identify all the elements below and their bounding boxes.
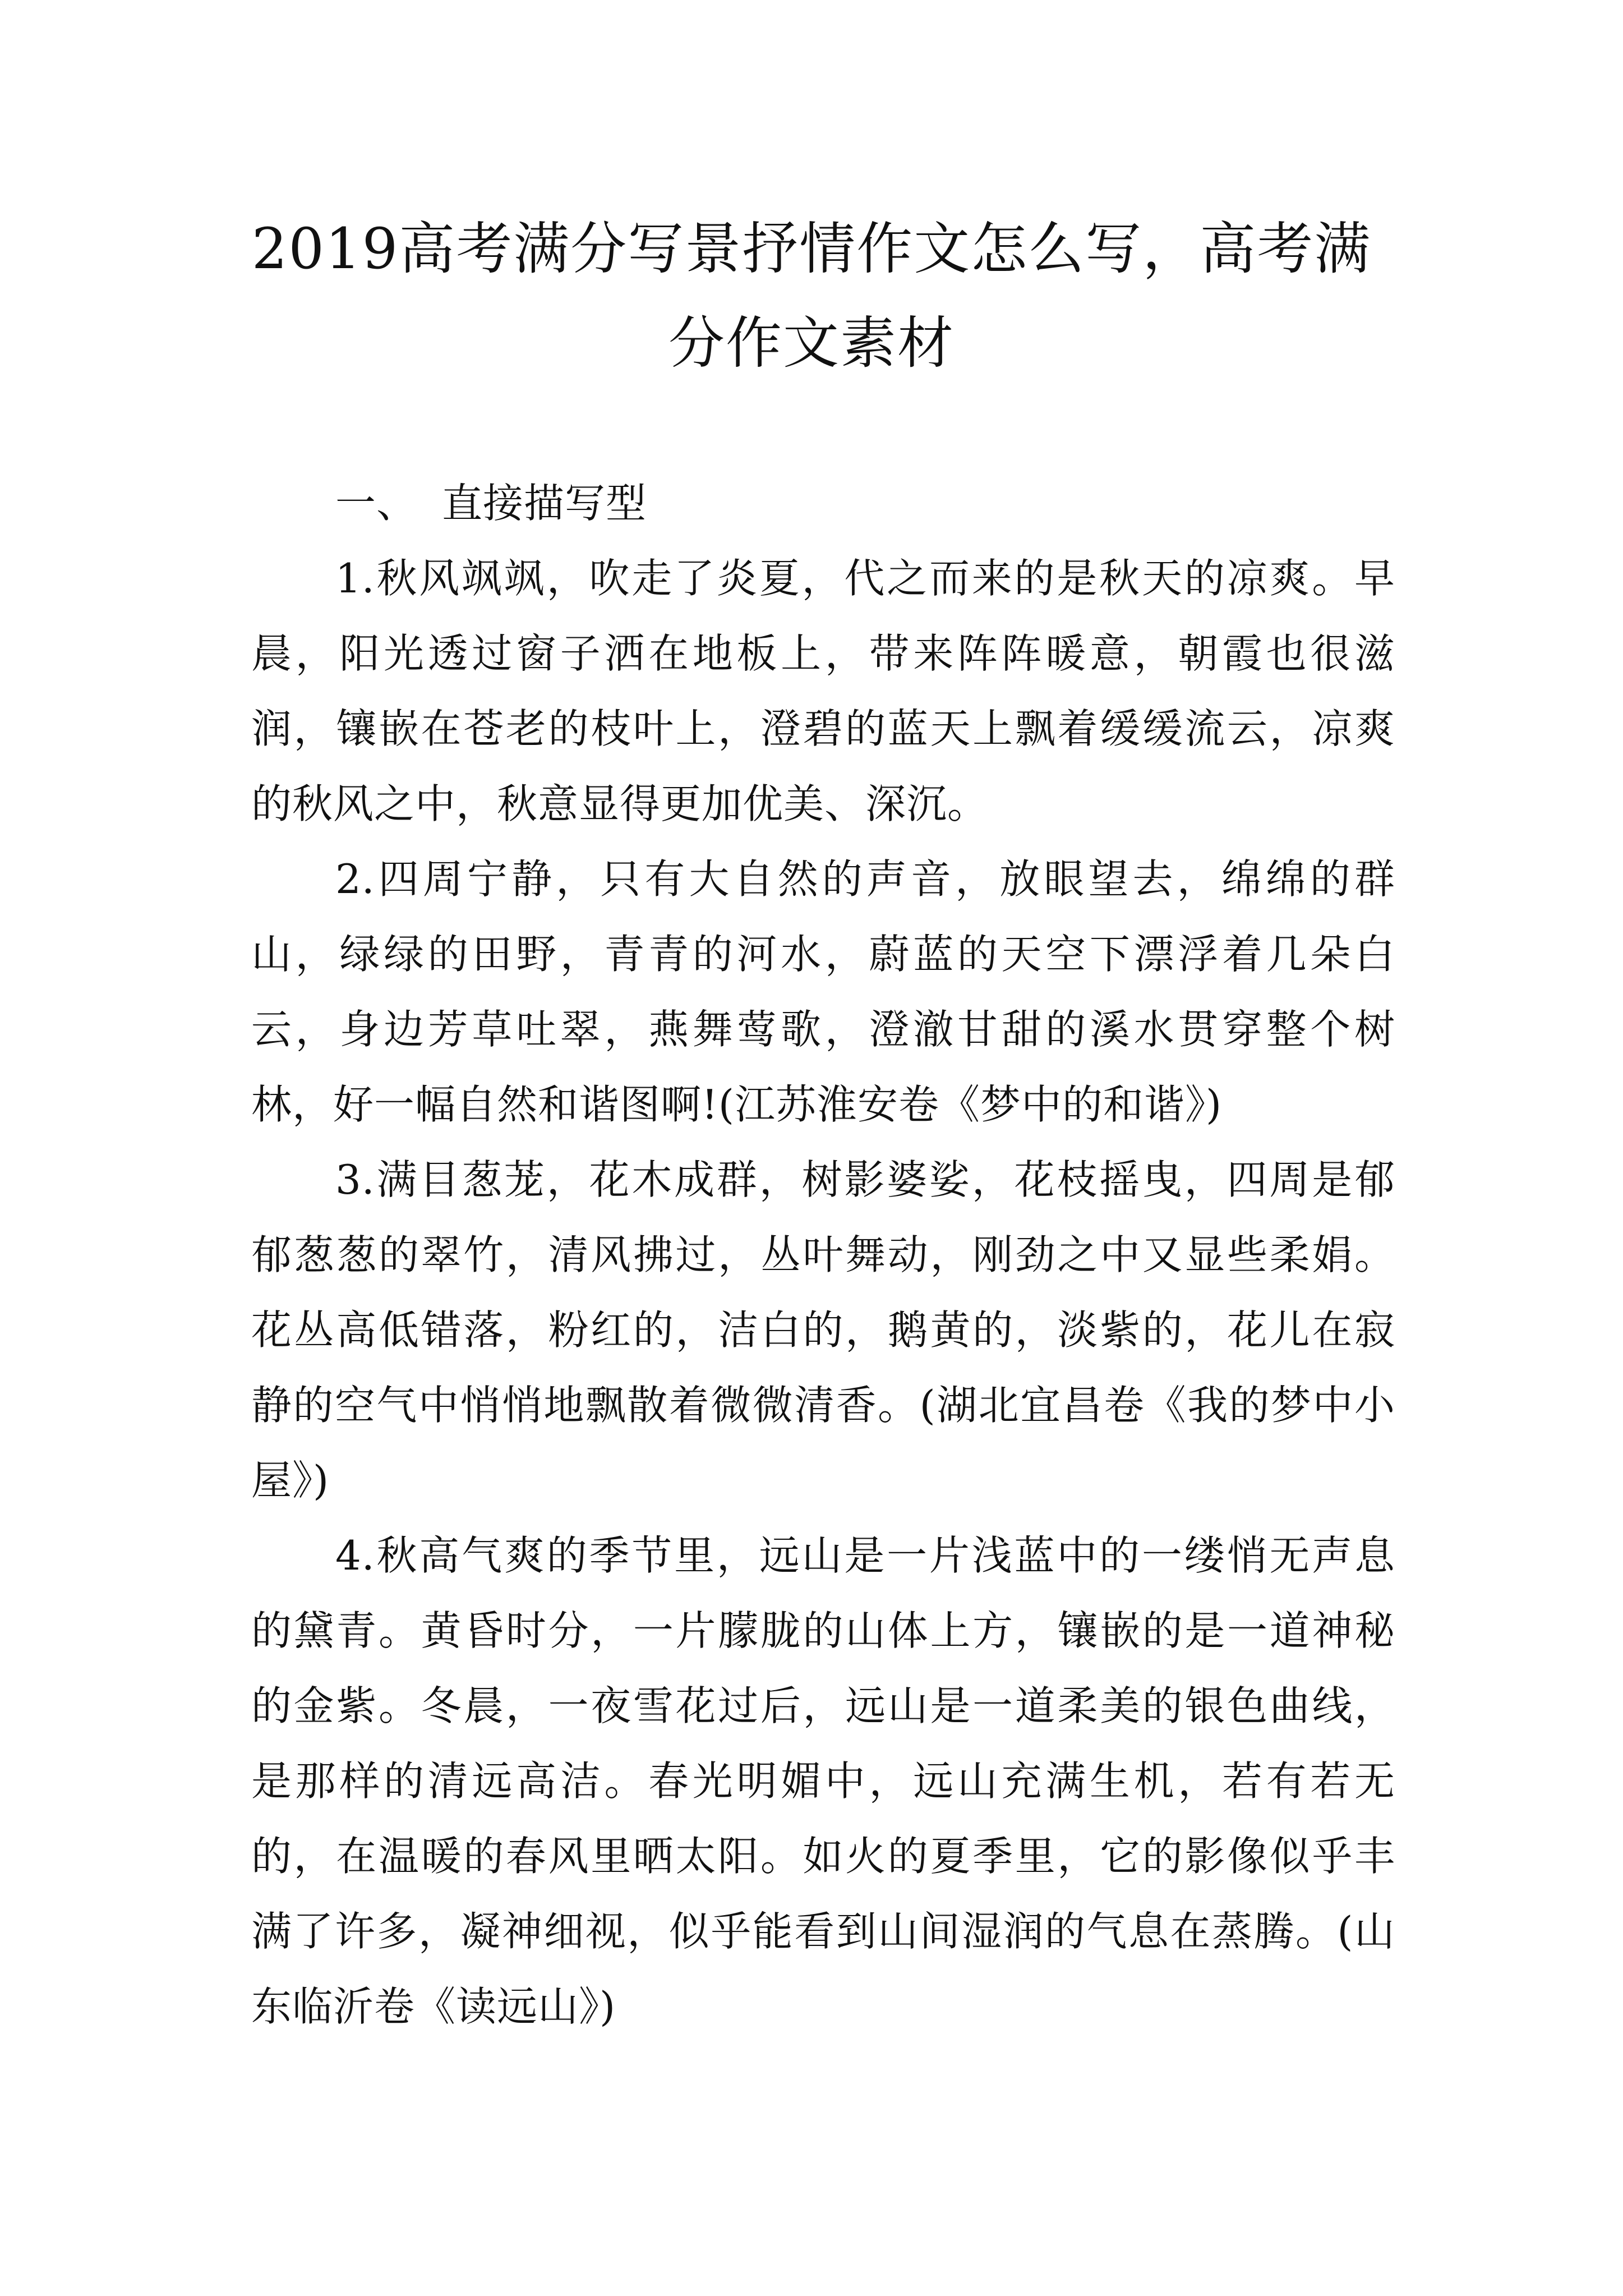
paragraph-4: 4.秋高气爽的季节里，远山是一片浅蓝中的一缕悄无声息的黛青。黄昏时分，一片朦胧的山体上方，镶嵌的是一道神秘的金紫。冬晨，一夜雪花过后，远山是一道柔美的银色曲线，是那样的清远高洁。春光明媚中，远山充满生机，若有若无的，在温暖的春风里晒太阳。如火的夏季里，它的影像似乎丰满了许多，凝神细视，似乎能看到山间湿润的气息在蒸腾。(山东临沂卷《读远山》) (251, 1532, 1395, 2030)
paragraph-2: 2.四周宁静，只有大自然的声音，放眼望去，绵绵的群山，绿绿的田野，青青的河水，蔚蓝的天空下漂浮着几朵白云，身边芳草吐翠，燕舞莺歌，澄澈甘甜的溪水贯穿整个树林，好一幅自然和谐图啊!(江苏淮安卷《梦中的和谐》) (251, 855, 1395, 1128)
paragraph-1: 1.秋风飒飒，吹走了炎夏，代之而来的是秋天的凉爽。早晨，阳光透过窗子洒在地板上，带来阵阵暖意，朝霞也很滋润，镶嵌在苍老的枝叶上，澄碧的蓝天上飘着缓缓流云，凉爽的秋风之中，秋意显得更加优美、深沉。 (251, 555, 1395, 827)
paragraph-3: 3.满目葱茏，花木成群，树影婆娑，花枝摇曳，四周是郁郁葱葱的翠竹，清风拂过，丛叶舞动，刚劲之中又显些柔娟。花丛高低错落，粉红的，洁白的，鹅黄的，淡紫的，花儿在寂静的空气中悄悄地飘散着微微清香。(湖北宜昌卷《我的梦中小屋》) (251, 1156, 1395, 1504)
document-title (236, 202, 1387, 390)
section-heading-text: 直接描写型 (442, 480, 647, 527)
section-heading (251, 466, 1395, 541)
title-line-1: 2019高考满分写景抒情作文怎么写，高考满 (251, 216, 1372, 282)
section-number: 一、 (335, 480, 418, 527)
title-line-2: 分作文素材 (668, 310, 955, 376)
document-body (251, 466, 1395, 2044)
